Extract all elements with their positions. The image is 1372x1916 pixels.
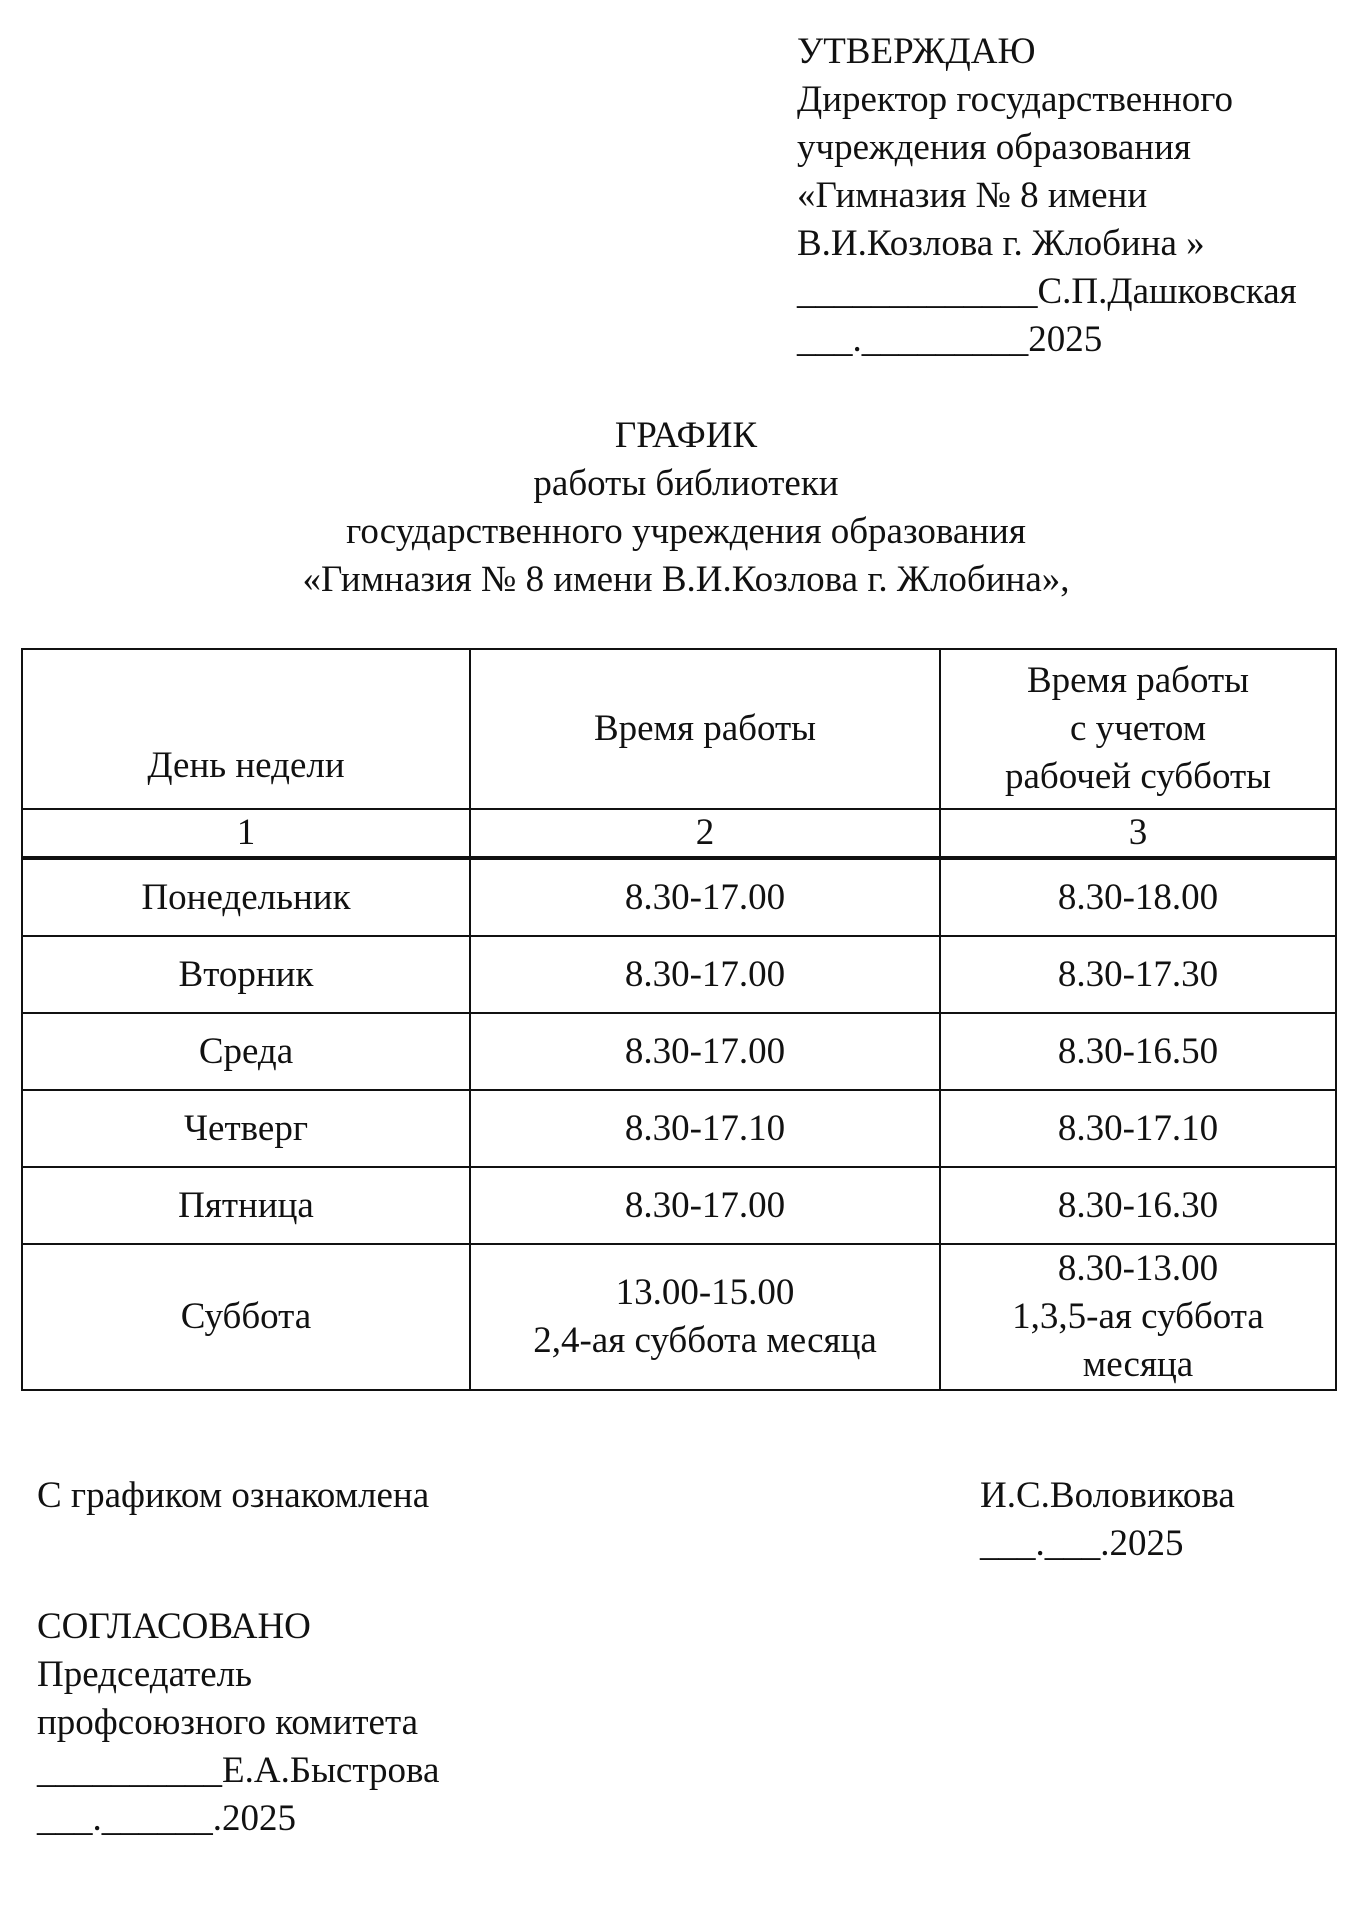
title-line: «Гимназия № 8 имени В.И.Козлова г. Жлобина»,	[302, 559, 1070, 600]
approval-position-line: учреждения образования	[797, 127, 1191, 168]
agreed-date-line: ___.______.2025	[37, 1798, 296, 1839]
column-number-row	[22, 809, 1336, 858]
approval-block	[797, 28, 1357, 364]
hours-line: месяца	[1082, 1344, 1194, 1385]
schedule-table	[21, 648, 1337, 1391]
hours-saturday-cell	[940, 1244, 1336, 1390]
hours-cell: 8.30-17.00	[470, 936, 940, 1013]
day-cell: Суббота	[22, 1244, 470, 1390]
day-cell: Пятница	[22, 1167, 470, 1244]
acknowledgement-name: И.С.Воловикова	[980, 1475, 1235, 1516]
acknowledgement-signature	[980, 1472, 1235, 1568]
hours-line: 13.00-15.00	[615, 1272, 795, 1313]
approval-heading: УТВЕРЖДАЮ	[797, 31, 1036, 72]
hours-cell: 8.30-17.00	[470, 1013, 940, 1090]
acknowledgement-date-line: ___.___.2025	[980, 1523, 1184, 1564]
hours-line: 2,4-ая суббота месяца	[533, 1320, 877, 1361]
hours-cell: 8.30-17.00	[470, 858, 940, 936]
table-row	[22, 1167, 1336, 1244]
hours-cell: 8.30-17.00	[470, 1167, 940, 1244]
column-number: 2	[470, 809, 940, 858]
approval-position-line: Директор государственного	[797, 79, 1234, 120]
day-cell: Среда	[22, 1013, 470, 1090]
header-line: с учетом	[1069, 708, 1207, 749]
table-row	[22, 858, 1336, 936]
column-number: 3	[940, 809, 1336, 858]
column-number: 1	[22, 809, 470, 858]
hours-line: 1,3,5-ая суббота	[1012, 1296, 1264, 1337]
table-row	[22, 936, 1336, 1013]
approval-signature-line: _____________С.П.Дашковская	[797, 271, 1297, 312]
column-header-day: День недели	[22, 649, 470, 809]
approval-position-line: «Гимназия № 8 имени	[797, 175, 1148, 216]
approval-date-line: ___._________2025	[797, 319, 1103, 360]
day-cell: Четверг	[22, 1090, 470, 1167]
title-heading: ГРАФИК	[614, 415, 758, 456]
table-row	[22, 1090, 1336, 1167]
day-cell: Понедельник	[22, 858, 470, 936]
agreed-block	[37, 1603, 439, 1843]
header-line: рабочей субботы	[1004, 756, 1271, 797]
document-title	[0, 412, 1372, 604]
hours-saturday-cell: 8.30-18.00	[940, 858, 1336, 936]
table-row	[22, 1013, 1336, 1090]
hours-saturday-cell: 8.30-17.30	[940, 936, 1336, 1013]
header-line: Время работы	[1026, 660, 1250, 701]
hours-saturday-cell: 8.30-17.10	[940, 1090, 1336, 1167]
hours-cell	[470, 1244, 940, 1390]
hours-line: 8.30-13.00	[1057, 1248, 1219, 1289]
title-line: государственного учреждения образования	[346, 511, 1026, 552]
column-header-hours-saturday	[940, 649, 1336, 809]
day-cell: Вторник	[22, 936, 470, 1013]
agreed-signature-line: __________Е.А.Быстрова	[37, 1750, 440, 1791]
agreed-position-line: Председатель	[37, 1654, 253, 1695]
acknowledgement-label: С графиком ознакомлена	[37, 1475, 430, 1516]
title-line: работы библиотеки	[533, 463, 839, 504]
hours-saturday-cell: 8.30-16.30	[940, 1167, 1336, 1244]
hours-cell: 8.30-17.10	[470, 1090, 940, 1167]
table-header-row	[22, 649, 1336, 809]
agreed-position-line: профсоюзного комитета	[37, 1702, 419, 1743]
agreed-heading: СОГЛАСОВАНО	[37, 1606, 311, 1647]
hours-saturday-cell: 8.30-16.50	[940, 1013, 1336, 1090]
approval-position-line: В.И.Козлова г. Жлобина »	[797, 223, 1205, 264]
table-row	[22, 1244, 1336, 1390]
column-header-hours: Время работы	[470, 649, 940, 809]
